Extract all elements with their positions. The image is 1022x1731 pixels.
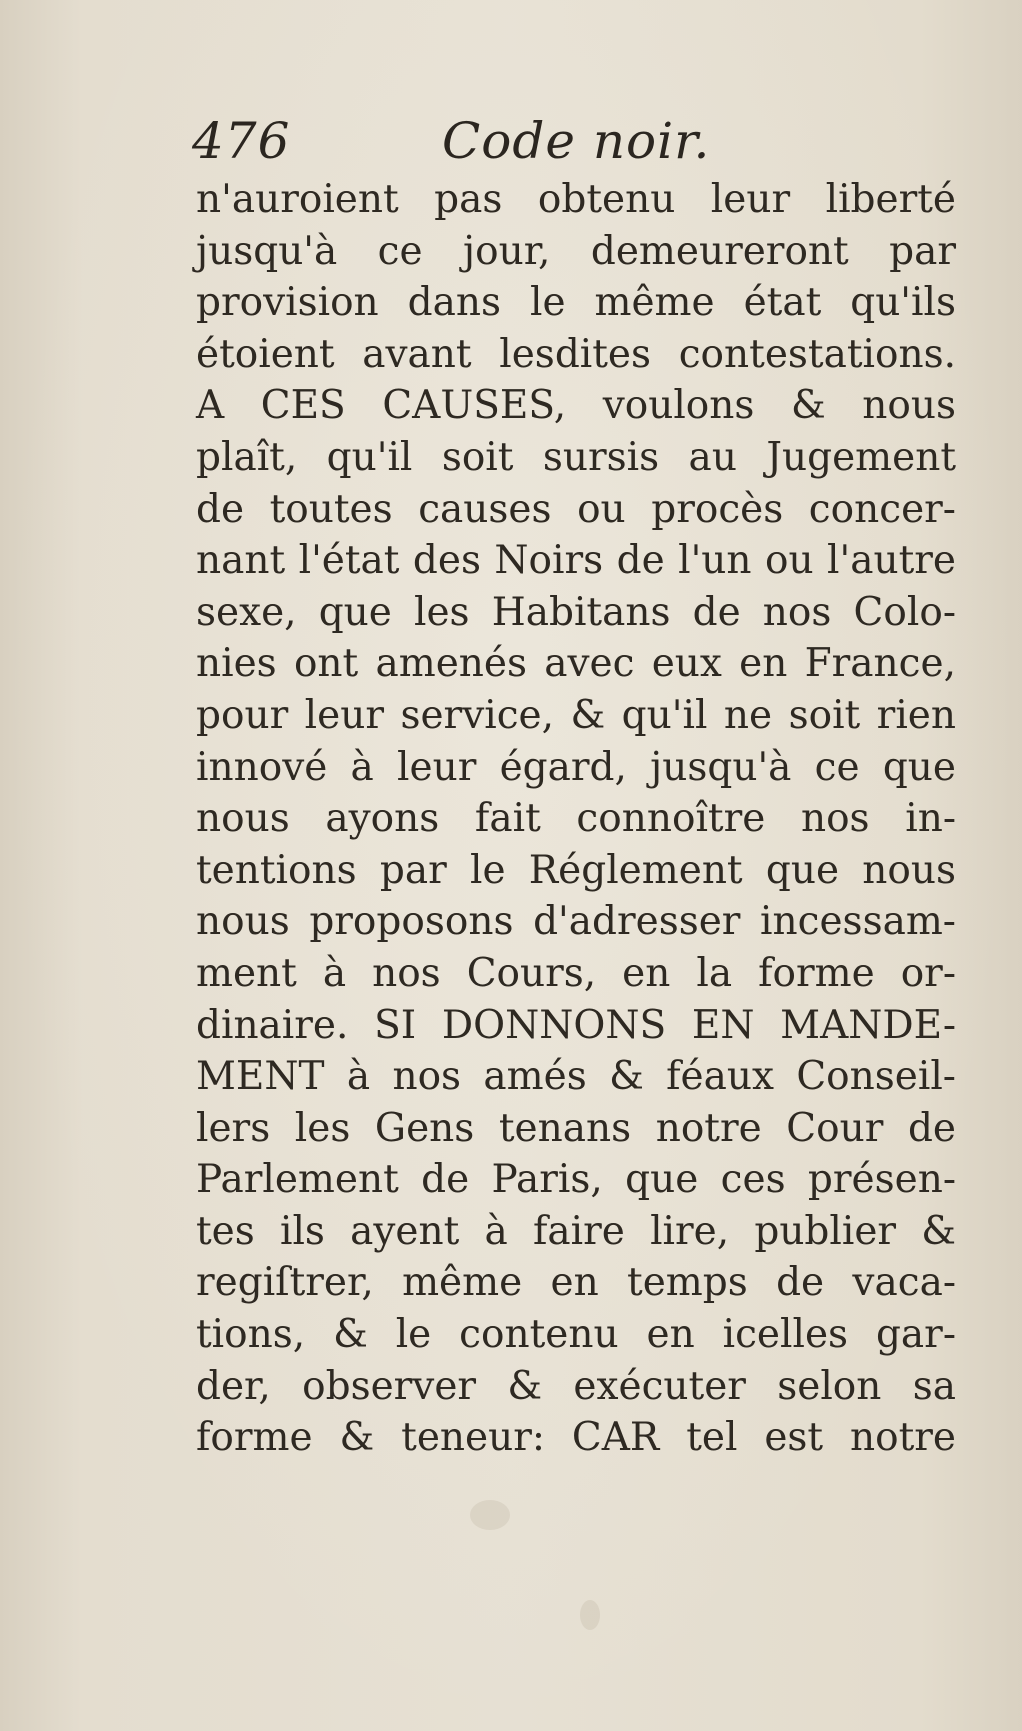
text-line: provision dans le même état qu'ils [196,280,956,326]
text-line: nant l'état des Noirs de l'un ou l'autre [196,538,956,584]
text-line: nous proposons d'adresser incessam- [196,899,956,945]
running-title: Code noir. [442,112,711,170]
text-line: lers les Gens tenans notre Cour de [196,1105,956,1151]
page-number: 476 [192,112,291,170]
text-line: nies ont amenés avec eux en France, [196,641,956,687]
text-line: innové à leur égard, jusqu'à ce que [196,744,956,790]
text-line: MENT à nos amés & féaux Conseil- [196,1054,956,1100]
text-line: Parlement de Paris, que ces présen- [196,1157,956,1203]
text-line: n'auroient pas obtenu leur liberté [196,177,956,222]
paper-stain [580,1600,600,1630]
body-text [196,174,956,1464]
text-line: nous ayons fait connoître nos in- [196,796,956,842]
text-line: de toutes causes ou procès concer- [196,486,956,532]
text-line: plaît, qu'il soit sursis au Jugement [196,434,956,480]
text-line: ment à nos Cours, en la forme or- [196,950,956,996]
text-line: pour leur service, & qu'il ne soit rien [196,692,956,738]
text-line: tes ils ayent à faire lire, publier & [196,1208,956,1254]
text-line: A CES CAUSES, voulons & nous [196,383,956,429]
page-header [192,112,952,172]
text-line: étoient avant lesdites contestations. [196,331,956,377]
text-line: tions, & le contenu en icelles gar- [196,1312,956,1358]
paper-stain [470,1500,510,1530]
text-line: sexe, que les Habitans de nos Colo- [196,589,956,635]
text-line: forme & teneur: CAR tel est notre [196,1415,956,1461]
text-line: der, observer & exécuter selon sa [196,1363,956,1409]
text-line: regiſtrer, même en temps de vaca- [196,1260,956,1306]
text-line: tentions par le Réglement que nous [196,847,956,893]
text-line: jusqu'à ce jour, demeureront par [196,228,956,274]
text-line: dinaire. SI DONNONS EN MANDE- [196,1002,956,1048]
